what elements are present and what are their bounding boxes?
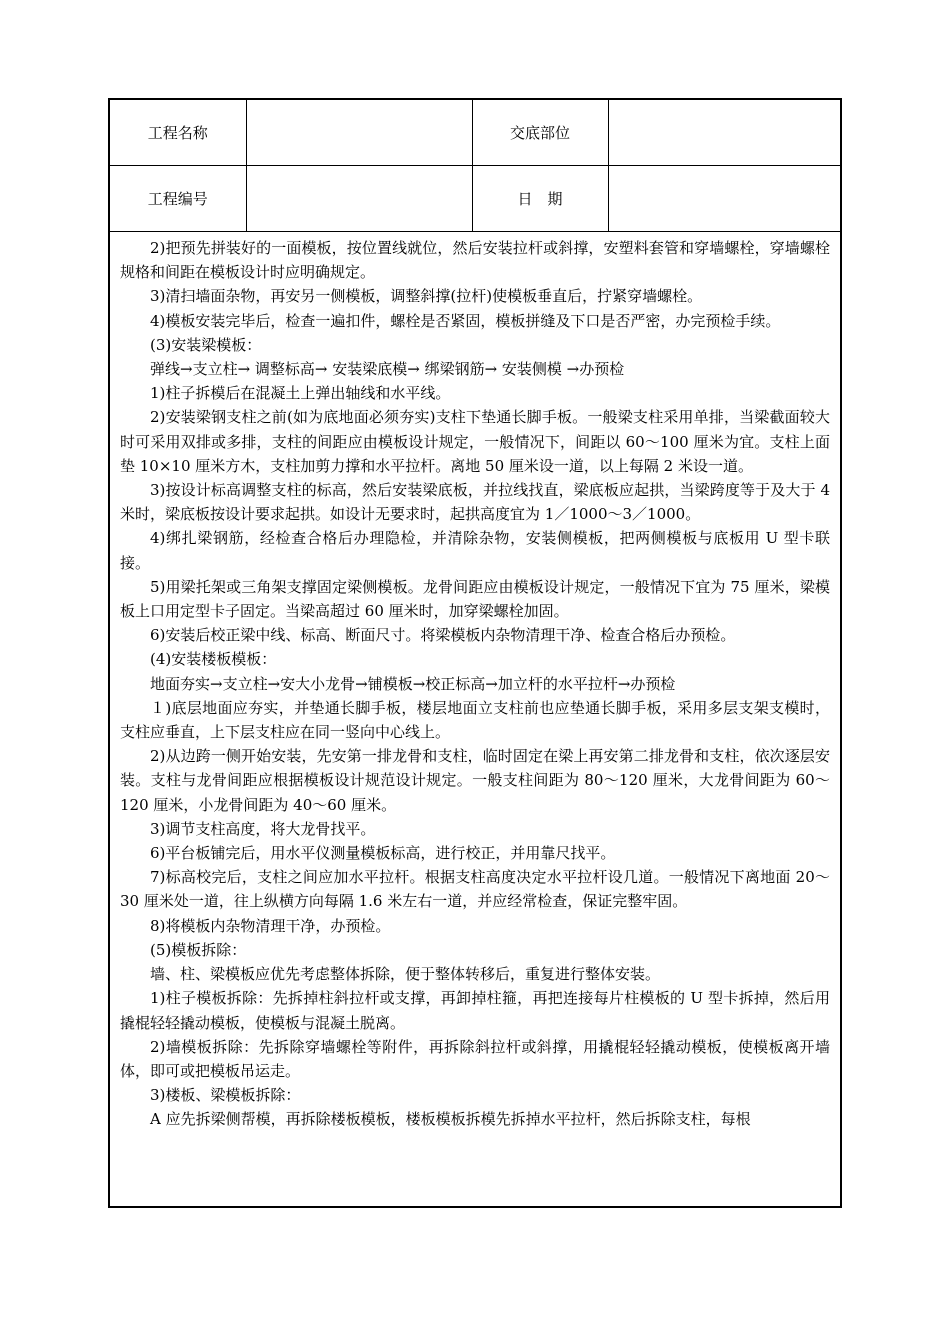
- paragraph: 8)将模板内杂物清理干净，办预检。: [150, 916, 391, 935]
- process-flow: 弹线→支立柱→ 调整标高→ 安装梁底模→ 绑梁钢筋→ 安装侧模 →办预检: [150, 360, 625, 379]
- section-heading: (3)安装梁模板：: [150, 335, 262, 354]
- paragraph: 2)安装梁钢支柱之前(如为底地面必须夯实)支柱下垫通长脚手板。一般梁支柱采用单排，当梁截面较大时可采用双排或多排，支柱的间距应由模板设计规定，一般情况下，间距以 60～100 厘米为宜。支柱上面垫 10×10 厘米方木，支柱加剪力撑和水平拉杆。离地 50 厘米设一道，以上每隔 2 米设一道。: [120, 408, 830, 475]
- section-heading: (5)模板拆除：: [150, 940, 247, 959]
- paragraph: 4)模板安装完毕后，检查一遍扣件，螺栓是否紧固，模板拼缝及下口是否严密，办完预检手续。: [150, 311, 781, 330]
- date-label: 日 期: [472, 166, 608, 232]
- paragraph: A 应先拆梁侧帮模，再拆除楼板模板，楼板模板拆模先拆掉水平拉杆，然后拆除支柱，每根: [150, 1110, 751, 1129]
- paragraph: 2)墙模板拆除：先拆除穿墙螺栓等附件，再拆除斜拉杆或斜撑，用撬棍轻轻撬动模板，使模板离开墙体，即可或把模板吊运走。: [120, 1037, 830, 1080]
- project-no-value: [246, 166, 472, 232]
- paragraph: 3)调节支柱高度，将大龙骨找平。: [150, 819, 376, 838]
- process-flow: 地面夯实→支立柱→安大小龙骨→铺模板→校正标高→加立杆的水平拉杆→办预检: [150, 674, 676, 693]
- paragraph: 墙、柱、梁模板应优先考虑整体拆除，便于整体转移后，重复进行整体安装。: [150, 965, 661, 984]
- date-value: [608, 166, 840, 232]
- paragraph: 3)按设计标高调整支柱的标高，然后安装梁底板，并拉线找直，梁底板应起拱，当梁跨度等于及大于 4 米时，梁底板按设计要求起拱。如设计无要求时，起拱高度宜为 1／1000～3／1000。: [120, 481, 830, 524]
- paragraph: 7)标高校完后，支柱之间应加水平拉杆。根据支柱高度决定水平拉杆设几道。一般情况下离地面 20～30 厘米处一道，往上纵横方向每隔 1.6 米左右一道，并应经常检查，保证完整牢固。: [120, 868, 830, 911]
- paragraph: 6)安装后校正梁中线、标高、断面尺寸。将梁模板内杂物清理干净、检查合格后办预检。: [150, 626, 736, 645]
- location-label: 交底部位: [472, 100, 608, 166]
- header-row-2: [110, 166, 840, 232]
- paragraph: 1)柱子模板拆除：先拆掉柱斜拉杆或支撑，再卸掉柱箍，再把连接每片柱模板的 U 型卡拆掉，然后用撬棍轻轻撬动模板，使模板与混凝土脱离。: [120, 989, 830, 1032]
- project-name-value: [246, 100, 472, 166]
- location-value: [608, 100, 840, 166]
- paragraph: 2)从边跨一侧开始安装，先安第一排龙骨和支柱，临时固定在梁上再安第二排龙骨和支柱，依次逐层安装。支柱与龙骨间距应根据模板设计规范设计规定。一般支柱间距为 80～120 厘米，大龙骨间距为 60～120 厘米，小龙骨间距为 40～60 厘米。: [120, 747, 830, 814]
- disclosure-body: [110, 232, 840, 1132]
- section-heading: (4)安装楼板模板：: [150, 650, 277, 669]
- paragraph: 3)清扫墙面杂物，再安另一侧模板，调整斜撑(拉杆)使模板垂直后，拧紧穿墙螺栓。: [150, 287, 703, 306]
- paragraph: 2)把预先拼装好的一面模板，按位置线就位，然后安装拉杆或斜撑，安塑料套管和穿墙螺栓，穿墙螺栓规格和间距在模板设计时应明确规定。: [120, 239, 830, 282]
- paragraph: 3)楼板、梁模板拆除：: [150, 1086, 301, 1105]
- paragraph: １)底层地面应夯实，并垫通长脚手板，楼层地面立支柱前也应垫通长脚手板，采用多层支架支模时，支柱应垂直，上下层支柱应在同一竖向中心线上。: [120, 698, 830, 742]
- header-table: [110, 100, 840, 232]
- project-name-label: 工程名称: [110, 100, 246, 166]
- project-no-label: 工程编号: [110, 166, 246, 232]
- paragraph: 4)绑扎梁钢筋，经检查合格后办理隐检，并清除杂物，安装侧模板，把两侧模板与底板用 U 型卡联接。: [120, 529, 830, 572]
- paragraph: 1)柱子拆模后在混凝土上弹出轴线和水平线。: [150, 384, 451, 403]
- paragraph: 6)平台板铺完后，用水平仪测量模板标高，进行校正，并用靠尺找平。: [150, 844, 616, 863]
- disclosure-sheet: [108, 98, 842, 1208]
- header-row-1: [110, 100, 840, 166]
- paragraph: 5)用梁托架或三角架支撑固定梁侧模板。龙骨间距应由模板设计规定，一般情况下宜为 75 厘米，梁模板上口用定型卡子固定。当梁高超过 60 厘米时，加穿梁螺栓加固。: [120, 577, 830, 621]
